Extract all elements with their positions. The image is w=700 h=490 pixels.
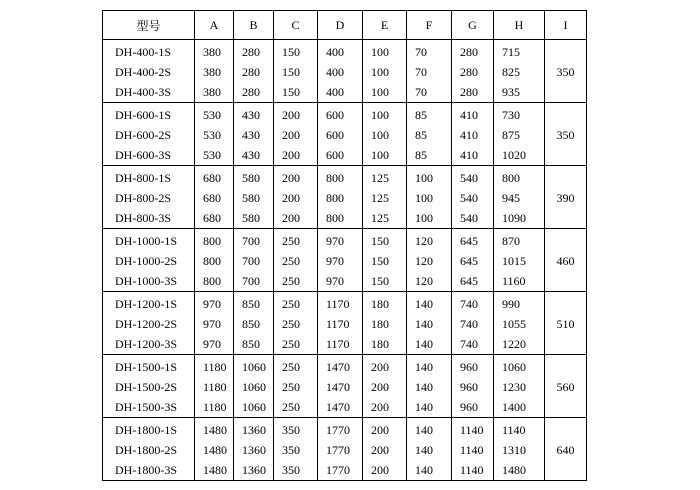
cell-h: 1220 [494, 334, 545, 355]
cell-g: 410 [452, 103, 494, 126]
table-header [103, 11, 587, 40]
cell-d: 1170 [318, 292, 363, 315]
cell-e: 200 [363, 377, 407, 397]
cell-model: DH-400-3S [103, 82, 195, 103]
cell-a: 530 [195, 145, 234, 166]
cell-e: 200 [363, 418, 407, 441]
cell-h: 875 [494, 125, 545, 145]
cell-a: 680 [195, 166, 234, 189]
cell-e: 180 [363, 314, 407, 334]
cell-b: 430 [234, 125, 274, 145]
cell-i: 510 [545, 292, 587, 355]
cell-model: DH-800-2S [103, 188, 195, 208]
table-row [103, 188, 587, 208]
cell-b: 580 [234, 166, 274, 189]
cell-a: 380 [195, 40, 234, 63]
table-row [103, 40, 587, 63]
header-b: B [234, 11, 274, 40]
header-h: H [494, 11, 545, 40]
cell-d: 400 [318, 62, 363, 82]
cell-f: 70 [407, 62, 452, 82]
cell-f: 140 [407, 460, 452, 481]
cell-a: 1180 [195, 355, 234, 378]
cell-g: 410 [452, 145, 494, 166]
cell-g: 540 [452, 188, 494, 208]
cell-h: 945 [494, 188, 545, 208]
cell-b: 280 [234, 40, 274, 63]
cell-b: 430 [234, 145, 274, 166]
cell-c: 150 [274, 62, 318, 82]
cell-f: 70 [407, 82, 452, 103]
cell-a: 800 [195, 251, 234, 271]
cell-f: 100 [407, 166, 452, 189]
cell-e: 100 [363, 103, 407, 126]
cell-h: 1055 [494, 314, 545, 334]
cell-a: 970 [195, 292, 234, 315]
cell-d: 1170 [318, 334, 363, 355]
table-row [103, 418, 587, 441]
cell-d: 800 [318, 188, 363, 208]
header-i: I [545, 11, 587, 40]
cell-c: 350 [274, 460, 318, 481]
cell-d: 970 [318, 251, 363, 271]
cell-h: 870 [494, 229, 545, 252]
cell-i: 560 [545, 355, 587, 418]
cell-h: 1160 [494, 271, 545, 292]
cell-h: 715 [494, 40, 545, 63]
cell-f: 85 [407, 125, 452, 145]
cell-d: 800 [318, 208, 363, 229]
cell-e: 100 [363, 62, 407, 82]
cell-e: 125 [363, 208, 407, 229]
cell-h: 1060 [494, 355, 545, 378]
cell-g: 740 [452, 334, 494, 355]
table-row [103, 334, 587, 355]
cell-model: DH-1500-2S [103, 377, 195, 397]
cell-c: 350 [274, 440, 318, 460]
cell-c: 250 [274, 377, 318, 397]
header-c: C [274, 11, 318, 40]
cell-f: 120 [407, 271, 452, 292]
cell-model: DH-1800-3S [103, 460, 195, 481]
cell-f: 140 [407, 314, 452, 334]
table-row [103, 440, 587, 460]
cell-g: 280 [452, 62, 494, 82]
cell-d: 400 [318, 40, 363, 63]
header-d: D [318, 11, 363, 40]
cell-a: 1180 [195, 397, 234, 418]
cell-g: 740 [452, 314, 494, 334]
cell-b: 1360 [234, 418, 274, 441]
cell-e: 150 [363, 229, 407, 252]
cell-a: 380 [195, 62, 234, 82]
table-row [103, 145, 587, 166]
cell-g: 740 [452, 292, 494, 315]
cell-model: DH-1200-1S [103, 292, 195, 315]
cell-a: 800 [195, 271, 234, 292]
cell-b: 700 [234, 251, 274, 271]
cell-e: 125 [363, 188, 407, 208]
cell-b: 430 [234, 103, 274, 126]
cell-h: 935 [494, 82, 545, 103]
cell-g: 645 [452, 251, 494, 271]
cell-model: DH-400-2S [103, 62, 195, 82]
cell-f: 140 [407, 418, 452, 441]
table-row [103, 82, 587, 103]
cell-model: DH-1000-1S [103, 229, 195, 252]
table-row [103, 103, 587, 126]
cell-b: 1060 [234, 377, 274, 397]
table-row [103, 166, 587, 189]
cell-e: 100 [363, 82, 407, 103]
cell-c: 200 [274, 188, 318, 208]
cell-model: DH-600-3S [103, 145, 195, 166]
cell-e: 150 [363, 271, 407, 292]
cell-g: 1140 [452, 440, 494, 460]
cell-d: 400 [318, 82, 363, 103]
cell-model: DH-1500-1S [103, 355, 195, 378]
cell-model: DH-800-3S [103, 208, 195, 229]
cell-h: 800 [494, 166, 545, 189]
table-row [103, 208, 587, 229]
cell-b: 280 [234, 82, 274, 103]
cell-c: 250 [274, 251, 318, 271]
cell-h: 1400 [494, 397, 545, 418]
cell-c: 150 [274, 40, 318, 63]
cell-e: 100 [363, 125, 407, 145]
cell-a: 530 [195, 125, 234, 145]
cell-model: DH-1800-2S [103, 440, 195, 460]
cell-e: 200 [363, 355, 407, 378]
cell-a: 1480 [195, 418, 234, 441]
cell-f: 140 [407, 292, 452, 315]
cell-g: 280 [452, 82, 494, 103]
table-row [103, 377, 587, 397]
cell-f: 140 [407, 377, 452, 397]
cell-b: 850 [234, 334, 274, 355]
header-f: F [407, 11, 452, 40]
cell-e: 100 [363, 40, 407, 63]
cell-g: 540 [452, 166, 494, 189]
cell-b: 1360 [234, 460, 274, 481]
cell-e: 180 [363, 292, 407, 315]
cell-a: 970 [195, 314, 234, 334]
cell-d: 600 [318, 103, 363, 126]
cell-h: 730 [494, 103, 545, 126]
cell-i: 350 [545, 103, 587, 166]
cell-h: 825 [494, 62, 545, 82]
cell-f: 100 [407, 188, 452, 208]
cell-model: DH-600-2S [103, 125, 195, 145]
cell-model: DH-400-1S [103, 40, 195, 63]
cell-model: DH-1500-3S [103, 397, 195, 418]
cell-b: 1060 [234, 355, 274, 378]
cell-e: 180 [363, 334, 407, 355]
cell-f: 140 [407, 440, 452, 460]
cell-d: 1770 [318, 440, 363, 460]
table-row [103, 251, 587, 271]
cell-model: DH-800-1S [103, 166, 195, 189]
cell-i: 390 [545, 166, 587, 229]
cell-h: 1090 [494, 208, 545, 229]
cell-c: 200 [274, 166, 318, 189]
cell-h: 1480 [494, 460, 545, 481]
cell-b: 850 [234, 292, 274, 315]
cell-f: 70 [407, 40, 452, 63]
cell-f: 140 [407, 397, 452, 418]
cell-e: 200 [363, 440, 407, 460]
cell-c: 200 [274, 125, 318, 145]
cell-g: 540 [452, 208, 494, 229]
header-g: G [452, 11, 494, 40]
header-row [103, 11, 587, 40]
cell-a: 530 [195, 103, 234, 126]
cell-g: 1140 [452, 418, 494, 441]
cell-model: DH-1800-1S [103, 418, 195, 441]
cell-b: 1060 [234, 397, 274, 418]
cell-a: 1480 [195, 440, 234, 460]
cell-c: 200 [274, 103, 318, 126]
cell-g: 960 [452, 397, 494, 418]
cell-a: 380 [195, 82, 234, 103]
cell-a: 680 [195, 208, 234, 229]
cell-g: 960 [452, 355, 494, 378]
cell-e: 150 [363, 251, 407, 271]
cell-d: 600 [318, 125, 363, 145]
cell-h: 1140 [494, 418, 545, 441]
cell-d: 1470 [318, 355, 363, 378]
cell-f: 120 [407, 251, 452, 271]
cell-h: 1230 [494, 377, 545, 397]
cell-h: 1015 [494, 251, 545, 271]
cell-d: 970 [318, 271, 363, 292]
cell-c: 200 [274, 145, 318, 166]
cell-model: DH-600-1S [103, 103, 195, 126]
cell-d: 1470 [318, 397, 363, 418]
header-model: 型号 [103, 11, 195, 40]
cell-d: 1770 [318, 460, 363, 481]
cell-d: 1770 [318, 418, 363, 441]
cell-model: DH-1200-3S [103, 334, 195, 355]
cell-c: 250 [274, 314, 318, 334]
cell-a: 680 [195, 188, 234, 208]
cell-a: 1180 [195, 377, 234, 397]
table-row [103, 292, 587, 315]
cell-f: 120 [407, 229, 452, 252]
cell-g: 410 [452, 125, 494, 145]
table-row [103, 314, 587, 334]
cell-g: 1140 [452, 460, 494, 481]
cell-g: 645 [452, 271, 494, 292]
cell-e: 200 [363, 460, 407, 481]
header-e: E [363, 11, 407, 40]
cell-a: 970 [195, 334, 234, 355]
cell-b: 700 [234, 229, 274, 252]
header-a: A [195, 11, 234, 40]
cell-b: 280 [234, 62, 274, 82]
cell-h: 1020 [494, 145, 545, 166]
cell-c: 250 [274, 334, 318, 355]
cell-c: 150 [274, 82, 318, 103]
cell-g: 280 [452, 40, 494, 63]
table-row [103, 229, 587, 252]
cell-d: 800 [318, 166, 363, 189]
cell-d: 600 [318, 145, 363, 166]
cell-i: 460 [545, 229, 587, 292]
table-row [103, 460, 587, 481]
cell-b: 700 [234, 271, 274, 292]
cell-c: 250 [274, 229, 318, 252]
cell-h: 1310 [494, 440, 545, 460]
table-row [103, 125, 587, 145]
cell-i: 640 [545, 418, 587, 481]
cell-d: 1470 [318, 377, 363, 397]
cell-b: 580 [234, 188, 274, 208]
cell-i: 350 [545, 40, 587, 103]
cell-a: 1480 [195, 460, 234, 481]
cell-h: 990 [494, 292, 545, 315]
cell-e: 200 [363, 397, 407, 418]
table-row [103, 355, 587, 378]
cell-c: 200 [274, 208, 318, 229]
cell-f: 85 [407, 145, 452, 166]
cell-c: 250 [274, 355, 318, 378]
table-body [103, 40, 587, 481]
cell-e: 125 [363, 166, 407, 189]
cell-b: 580 [234, 208, 274, 229]
cell-c: 250 [274, 271, 318, 292]
table-row [103, 271, 587, 292]
cell-b: 1360 [234, 440, 274, 460]
cell-d: 970 [318, 229, 363, 252]
cell-c: 250 [274, 292, 318, 315]
cell-g: 645 [452, 229, 494, 252]
cell-e: 100 [363, 145, 407, 166]
cell-model: DH-1000-2S [103, 251, 195, 271]
cell-f: 100 [407, 208, 452, 229]
table-row [103, 62, 587, 82]
cell-f: 140 [407, 334, 452, 355]
cell-a: 800 [195, 229, 234, 252]
cell-f: 140 [407, 355, 452, 378]
cell-b: 850 [234, 314, 274, 334]
cell-d: 1170 [318, 314, 363, 334]
spec-table [102, 10, 587, 481]
cell-c: 350 [274, 418, 318, 441]
cell-model: DH-1200-2S [103, 314, 195, 334]
table-row [103, 397, 587, 418]
cell-c: 250 [274, 397, 318, 418]
cell-model: DH-1000-3S [103, 271, 195, 292]
cell-f: 85 [407, 103, 452, 126]
cell-g: 960 [452, 377, 494, 397]
